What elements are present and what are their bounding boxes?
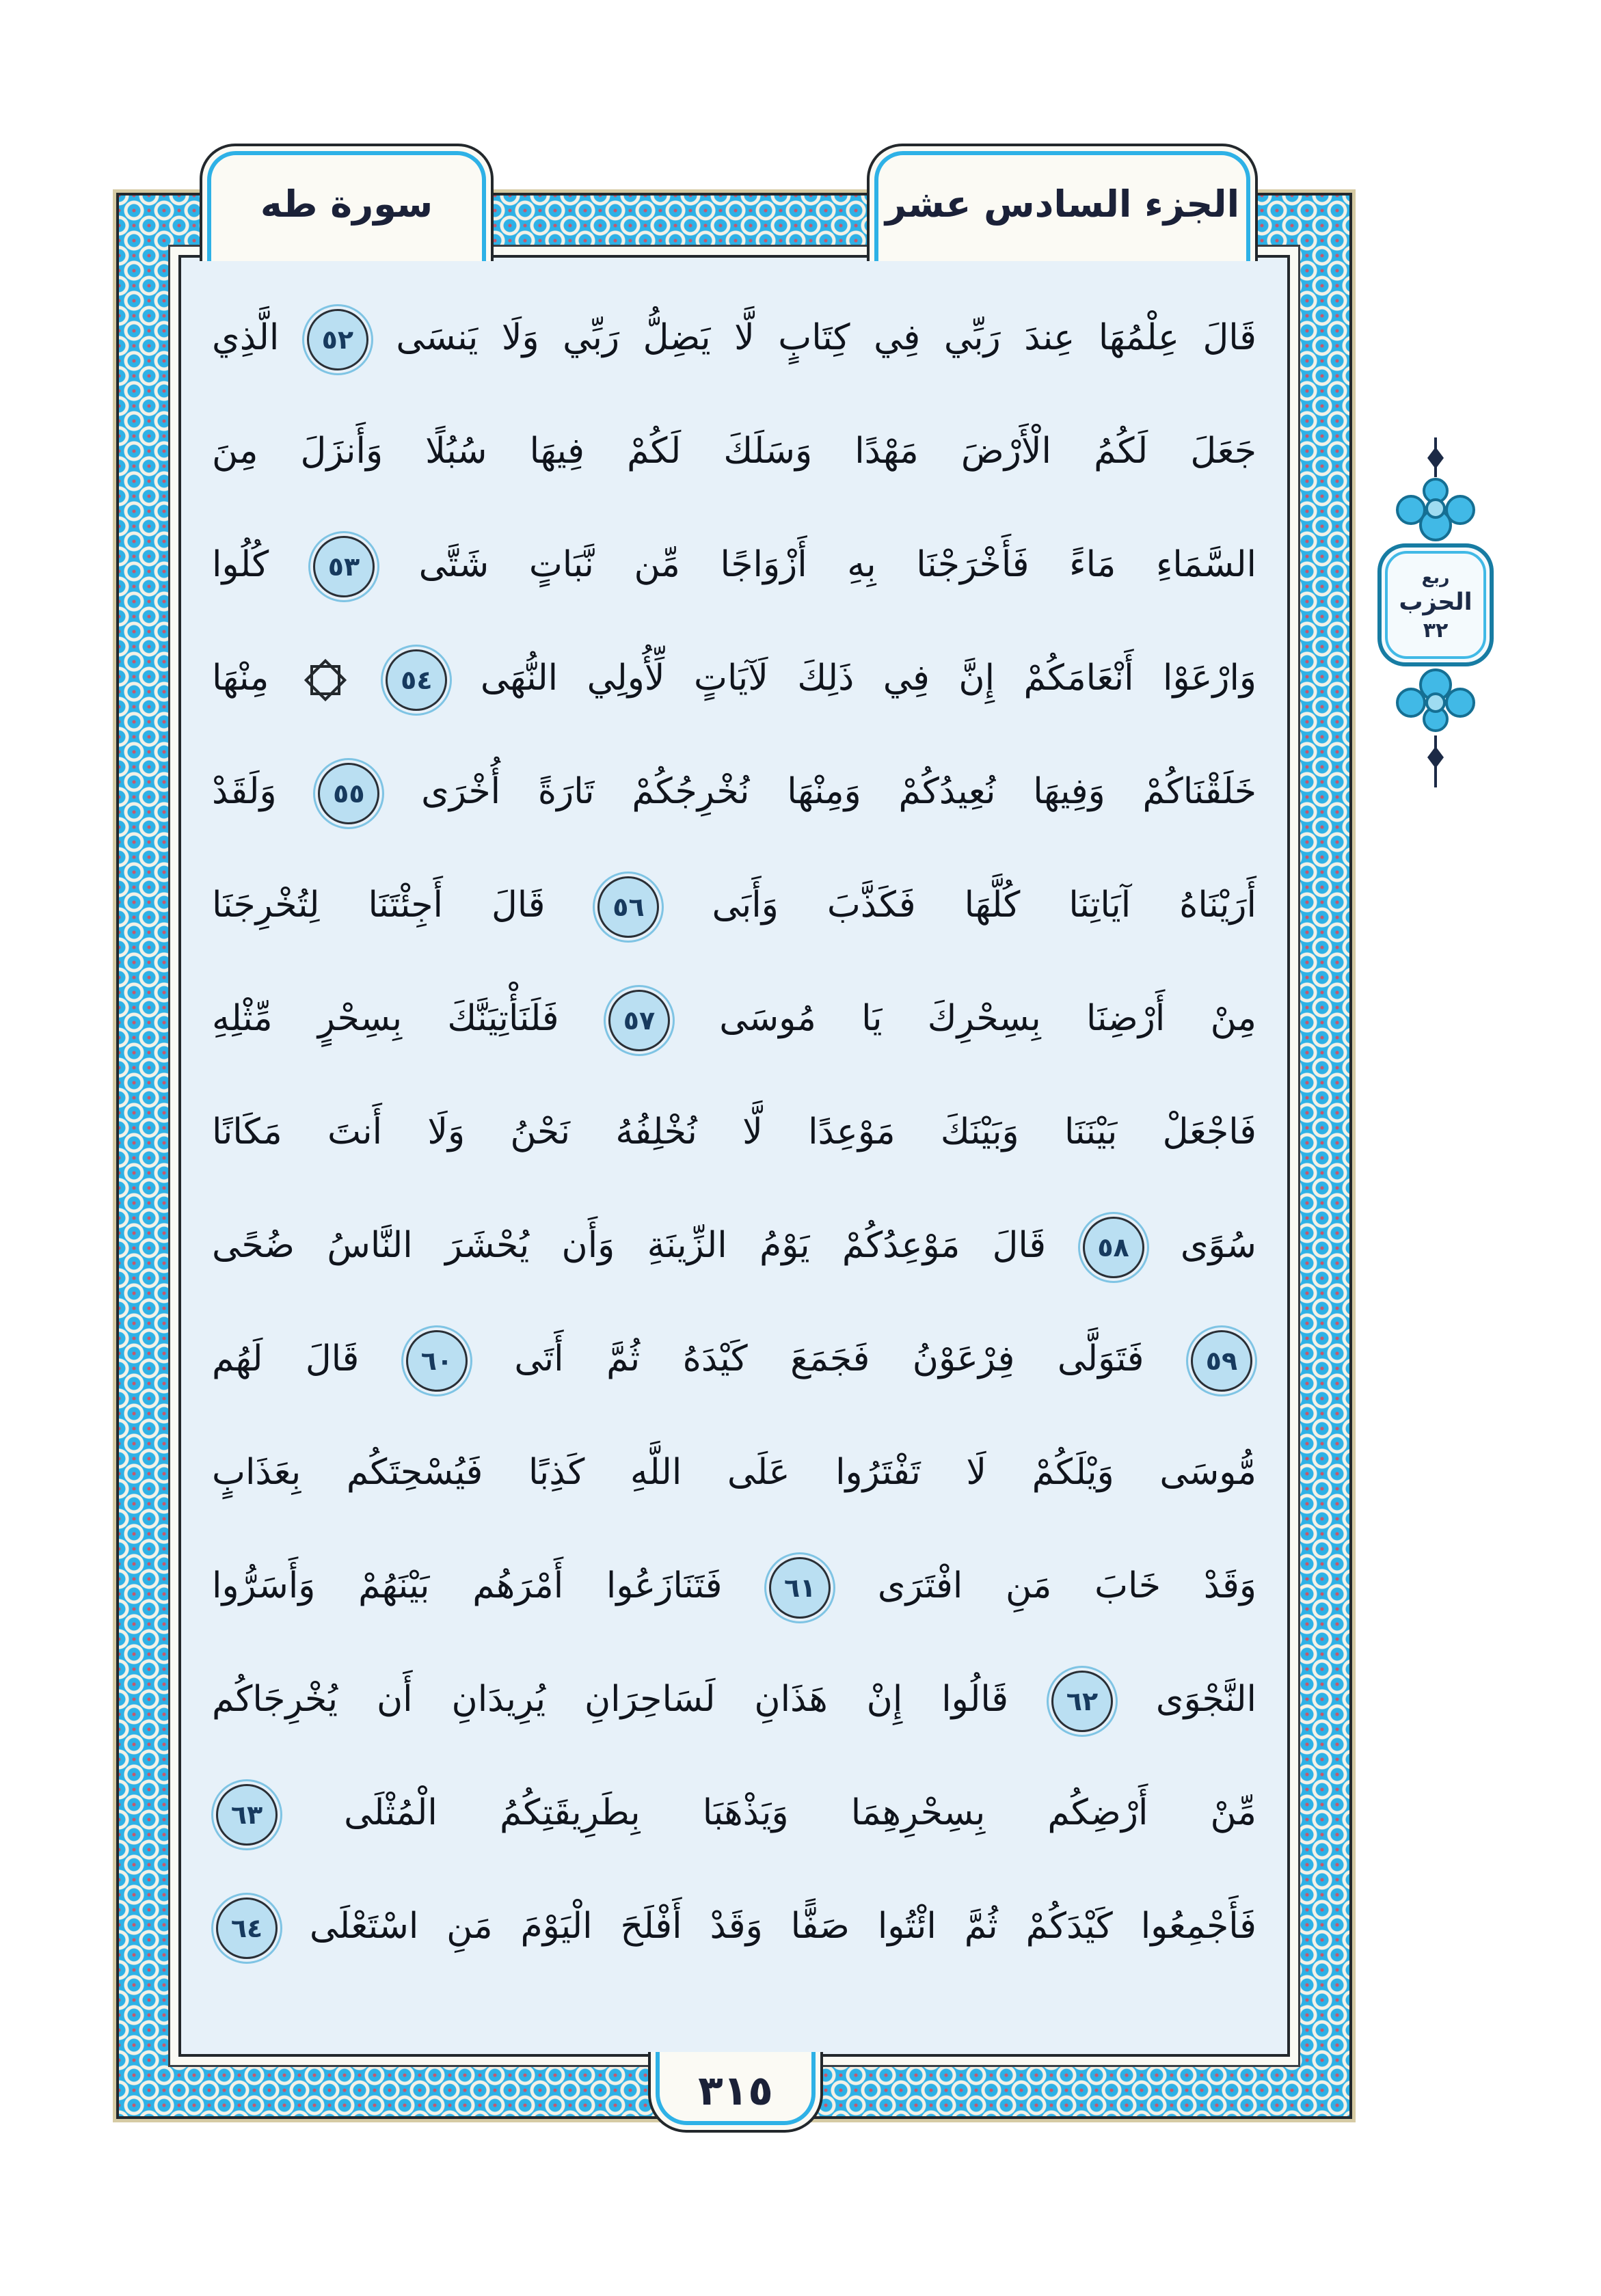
quran-line bbox=[212, 394, 1256, 508]
ayah-marker: ٦٣ bbox=[216, 1784, 278, 1846]
quran-text: فَتَنَازَعُوا أَمْرَهُم بَيْنَهُمْ وَأَسَرُّوا bbox=[212, 1565, 723, 1606]
quran-line bbox=[212, 1643, 1256, 1756]
ayah-marker: ٥٧ bbox=[608, 990, 670, 1051]
quran-line bbox=[212, 621, 1256, 735]
medallion-hizb-number: ٣٢ bbox=[1423, 619, 1449, 643]
quran-line bbox=[212, 962, 1256, 1075]
ayah-marker: ٦١ bbox=[769, 1557, 831, 1619]
quran-line bbox=[212, 508, 1256, 621]
quran-text: جَعَلَ لَكُمُ الْأَرْضَ مَهْدًا وَسَلَكَ لَكُمْ فِيهَا سُبُلًا وَأَنزَلَ مِنَ bbox=[212, 431, 1256, 472]
ayah-marker: ٦٠ bbox=[406, 1330, 468, 1392]
medallion-text bbox=[1366, 545, 1505, 664]
quran-text: قَالَ أَجِئْتَنَا لِتُخْرِجَنَا bbox=[212, 884, 546, 926]
quran-text: خَلَقْنَاكُمْ وَفِيهَا نُعِيدُكُمْ وَمِنْهَا نُخْرِجُكُمْ تَارَةً أُخْرَى bbox=[421, 771, 1257, 812]
surah-name-tab bbox=[200, 144, 494, 261]
quran-text: الَّذِي bbox=[212, 317, 280, 358]
quran-line bbox=[212, 281, 1256, 394]
quran-text: السَّمَاءِ مَاءً فَأَخْرَجْنَا بِهِ أَزْوَاجًا مِّن نَّبَاتٍ شَتَّى bbox=[418, 544, 1256, 585]
quran-line bbox=[212, 1529, 1256, 1643]
page-number: ٣١٥ bbox=[698, 2067, 773, 2115]
ayah-marker: ٥٦ bbox=[597, 876, 659, 938]
quran-text: كُلُوا bbox=[212, 544, 269, 585]
ayah-marker: ٥٣ bbox=[313, 536, 375, 597]
inner-margin-gap bbox=[168, 245, 1300, 2067]
quran-line bbox=[212, 735, 1256, 848]
quran-text: فَأَجْمِعُوا كَيْدَكُمْ ثُمَّ ائْتُوا صَفًّا وَقَدْ أَفْلَحَ الْيَوْمَ مَنِ اسْتَعْلَى bbox=[309, 1906, 1256, 1947]
ayah-marker: ٥٨ bbox=[1083, 1217, 1144, 1278]
quran-text: فَلَنَأْتِيَنَّكَ بِسِحْرٍ مِّثْلِهِ bbox=[212, 998, 559, 1039]
quran-line bbox=[212, 1416, 1256, 1529]
quran-line bbox=[212, 848, 1256, 962]
quran-line bbox=[212, 1189, 1256, 1302]
quran-text: مِنْهَا bbox=[212, 658, 269, 699]
quran-text: أَرَيْنَاهُ آيَاتِنَا كُلَّهَا فَكَذَّبَ وَأَبَى bbox=[712, 884, 1256, 926]
juz-name-label: الجزء السادس عشر bbox=[885, 182, 1240, 226]
ayah-marker: ٥٢ bbox=[307, 309, 368, 370]
quran-text: فَتَوَلَّى فِرْعَوْنُ فَجَمَعَ كَيْدَهُ ثُمَّ أَتَى bbox=[514, 1338, 1144, 1379]
page-number-tab bbox=[648, 2052, 823, 2133]
quran-text: فَاجْعَلْ بَيْنَنَا وَبَيْنَكَ مَوْعِدًا لَّا نُخْلِفُهُ نَحْنُ وَلَا أَنتَ مَكَانًا bbox=[212, 1111, 1256, 1152]
quran-text: قَالَ لَهُم bbox=[212, 1338, 360, 1379]
quran-line bbox=[212, 1869, 1256, 1983]
decorative-border-frame bbox=[116, 193, 1352, 2119]
surah-name-label: سورة طه bbox=[260, 182, 433, 226]
quran-text: قَالَ مَوْعِدُكُمْ يَوْمُ الزِّينَةِ وَأَن يُحْشَرَ النَّاسُ ضُحًى bbox=[212, 1225, 1047, 1266]
quran-text: قَالَ عِلْمُهَا عِندَ رَبِّي فِي كِتَابٍ لَّا يَضِلُّ رَبِّي وَلَا يَنسَى bbox=[396, 317, 1257, 358]
rub-hizb-medallion bbox=[1366, 437, 1505, 787]
ayah-marker: ٦٤ bbox=[216, 1897, 278, 1959]
quran-text: مِنْ أَرْضِنَا بِسِحْرِكَ يَا مُوسَى bbox=[719, 998, 1257, 1039]
quran-text: النَّجْوَى bbox=[1155, 1679, 1256, 1720]
quran-text: مُّوسَى وَيْلَكُمْ لَا تَفْتَرُوا عَلَى اللَّهِ كَذِبًا فَيُسْحِتَكُم بِعَذَابٍ bbox=[212, 1452, 1256, 1493]
ayah-marker: ٥٤ bbox=[386, 649, 447, 711]
quran-line bbox=[212, 1302, 1256, 1416]
ayah-marker: ٦٢ bbox=[1051, 1671, 1113, 1732]
quran-text: مِّنْ أَرْضِكُم بِسِحْرِهِمَا وَيَذْهَبَا بِطَرِيقَتِكُمُ الْمُثْلَى bbox=[344, 1792, 1256, 1833]
medallion-label-rub: ربع bbox=[1421, 567, 1450, 587]
medallion-label-hizb: الحزب bbox=[1399, 589, 1472, 616]
quran-line bbox=[212, 1075, 1256, 1189]
content-panel bbox=[178, 255, 1290, 2057]
ayah-marker: ٥٥ bbox=[318, 763, 379, 824]
juz-name-tab bbox=[867, 144, 1258, 261]
quran-line bbox=[212, 1756, 1256, 1869]
quran-text: سُوًى bbox=[1180, 1225, 1256, 1266]
ayah-marker: ٥٩ bbox=[1191, 1330, 1252, 1392]
rub-el-hizb-icon bbox=[310, 665, 340, 695]
quran-text: وَارْعَوْا أَنْعَامَكُمْ إِنَّ فِي ذَلِكَ لَآيَاتٍ لِّأُولِي النُّهَى bbox=[480, 658, 1257, 699]
quran-text: وَلَقَدْ bbox=[212, 771, 277, 812]
quran-text: وَقَدْ خَابَ مَنِ افْتَرَى bbox=[877, 1565, 1257, 1606]
quran-text: قَالُوا إِنْ هَذَانِ لَسَاحِرَانِ يُرِيدَانِ أَن يُخْرِجَاكُم bbox=[212, 1679, 1009, 1720]
quran-lines bbox=[212, 281, 1256, 2040]
